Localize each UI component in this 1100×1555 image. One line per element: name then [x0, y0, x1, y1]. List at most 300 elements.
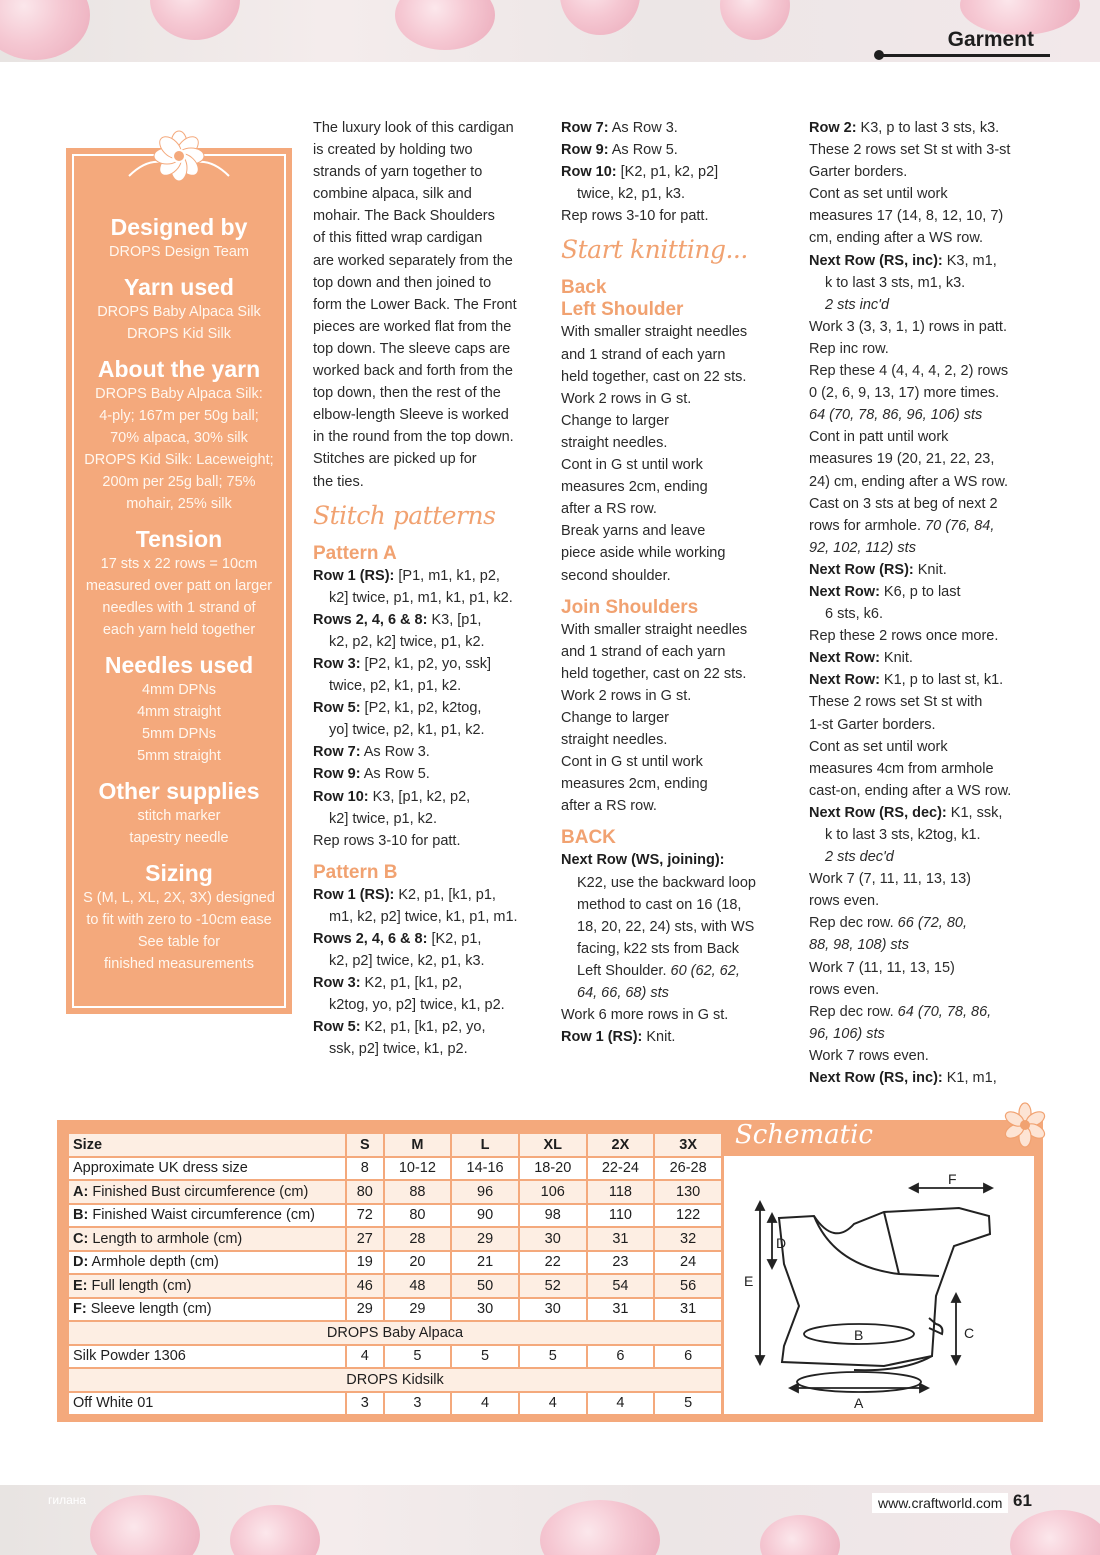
table-cell: 54	[587, 1274, 655, 1298]
arrowhead	[756, 1202, 764, 1210]
stitch-count: 2 sts dec'd	[825, 849, 894, 866]
arrowhead	[952, 1356, 960, 1364]
row-text: As Row 3.	[608, 120, 678, 136]
table-cell-label	[68, 1204, 346, 1228]
sidebar-heading: Other supplies	[98, 778, 260, 804]
table-cell: 6	[587, 1345, 655, 1369]
body-line: 1-st Garter borders.	[809, 716, 936, 733]
front-edge-line	[884, 1212, 899, 1274]
body-line: The luxury look of this cardigan	[313, 120, 514, 136]
pattern-row	[809, 559, 1039, 581]
arrowhead	[910, 1184, 918, 1192]
footer-url[interactable]: www.craftworld.com	[872, 1493, 1008, 1513]
script-heading-stitch-patterns: Stitch patterns	[313, 500, 496, 530]
body-line: worked back and forth from the	[313, 363, 513, 380]
body-line: Cont in G st until work	[561, 457, 703, 474]
label-d: D	[776, 1235, 787, 1251]
row-label: Row 2:	[809, 120, 857, 136]
sidebar-line: mohair, 25% silk	[126, 496, 232, 512]
header-floral-band	[0, 0, 1100, 62]
row-text: K2, p1, [k1, p2,	[360, 975, 463, 992]
arrowhead	[920, 1384, 928, 1392]
row-text: Knit.	[879, 650, 913, 667]
row-continuation: facing, k22 sts from Back	[577, 940, 739, 957]
table-row	[68, 1298, 722, 1322]
row-continuation: k2, p2] twice, k2, p1, k3.	[329, 953, 485, 970]
pattern-row	[313, 741, 543, 763]
pattern-row	[313, 786, 543, 808]
table-cell: 22	[519, 1251, 587, 1275]
row-continuation: ssk, p2] twice, k1, p2.	[329, 1041, 468, 1058]
body-line: rows even.	[809, 981, 880, 998]
body-line: Work 7 (11, 11, 13, 15)	[809, 959, 955, 976]
row-label: Row 5:	[313, 1019, 361, 1036]
body-line: measures 17 (14, 8, 12, 10, 7)	[809, 208, 1004, 225]
row-text: Rep dec row.	[809, 915, 898, 932]
body-line: measures 19 (20, 21, 22, 23,	[809, 451, 995, 468]
table-cell: 4	[587, 1392, 655, 1416]
sidebar-heading: About the yarn	[97, 356, 261, 382]
row-text: Left Shoulder.	[577, 962, 671, 979]
row-continuation: K22, use the backward loop	[577, 874, 756, 891]
table-cell: 96	[451, 1180, 519, 1204]
table-header: S	[346, 1133, 384, 1157]
back-caps-heading: BACK	[561, 827, 616, 849]
table-cell: 46	[346, 1274, 384, 1298]
measure-key: D:	[73, 1254, 89, 1271]
info-sidebar	[66, 148, 292, 1014]
yarn-brand-row: DROPS Kidsilk	[68, 1368, 722, 1392]
body-line: held together, cast on 22 sts.	[561, 665, 747, 682]
section-rule	[880, 54, 1050, 57]
body-line: Work 2 rows in G st.	[561, 390, 692, 407]
table-cell: 24	[654, 1251, 722, 1275]
row-label: Next Row (WS, joining):	[561, 852, 725, 869]
pattern-row	[561, 849, 791, 871]
table-row	[68, 1180, 722, 1204]
sidebar-section-supplies	[76, 777, 282, 849]
pattern-row	[809, 669, 1039, 691]
row-text: Knit.	[642, 1029, 676, 1046]
sidebar-line: stitch marker	[137, 808, 221, 824]
body-line: These 2 rows set St st with	[809, 694, 983, 711]
row-continuation	[809, 846, 1039, 868]
body-line: Work 7 rows even.	[809, 1047, 929, 1064]
body-line: cm, ending after a WS row.	[809, 230, 984, 247]
body-line: Stitches are picked up for	[313, 451, 477, 468]
row-label: Row 3:	[313, 655, 361, 672]
table-header: 3X	[654, 1133, 722, 1157]
body-line: With smaller straight needles	[561, 324, 748, 341]
table-cell: 30	[519, 1227, 587, 1251]
table-cell: 5	[384, 1345, 452, 1369]
table-cell: 19	[346, 1251, 384, 1275]
table-row	[68, 1227, 722, 1251]
script-heading-start-knitting: Start knitting...	[561, 235, 748, 265]
body-line: Rep these 2 rows once more.	[809, 628, 999, 645]
pattern-b-heading: Pattern B	[313, 861, 398, 883]
table-header-row	[68, 1133, 722, 1157]
table-row	[68, 1251, 722, 1275]
body-line: Cast on 3 sts at beg of next 2	[809, 495, 998, 512]
sidebar-line: DROPS Baby Alpaca Silk	[97, 304, 261, 320]
body-line: is created by holding two	[313, 142, 473, 159]
pattern-row	[809, 1067, 1039, 1089]
pattern-row	[809, 647, 1039, 669]
section-rule-dot	[874, 50, 884, 60]
sidebar-section-sizing	[76, 859, 282, 975]
body-line: measures 2cm, ending	[561, 776, 708, 793]
sidebar-line: DROPS Kid Silk: Laceweight;	[84, 452, 274, 468]
table-row	[68, 1392, 722, 1416]
table-cell: 4	[346, 1345, 384, 1369]
pattern-row	[313, 884, 543, 906]
stitch-count: 2 sts inc'd	[825, 296, 890, 313]
body-line: Cont in patt until work	[809, 429, 949, 446]
table-cell: 20	[384, 1251, 452, 1275]
row-text: K1, m1,	[942, 1070, 997, 1087]
pattern-row	[313, 565, 543, 587]
row-text: K3, [p1, k2, p2,	[368, 788, 471, 805]
table-cell-label: Silk Powder 1306	[68, 1345, 346, 1369]
body-line: top down. The sleeve caps are	[313, 340, 511, 357]
row-text: As Row 5.	[608, 142, 678, 159]
table-cell: 28	[384, 1227, 452, 1251]
body-line: after a RS row.	[561, 798, 657, 815]
table-cell-label	[68, 1227, 346, 1251]
table-cell: 88	[384, 1180, 452, 1204]
label-c: C	[964, 1325, 975, 1341]
row-continuation	[809, 294, 1039, 316]
body-line: second shoulder.	[561, 567, 671, 584]
stitch-count: 64, 66, 68) sts	[577, 985, 669, 1001]
pattern-row	[809, 250, 1039, 272]
body-line: held together, cast on 22 sts.	[561, 368, 747, 385]
row-label: Row 10:	[561, 164, 617, 181]
row-continuation: k2] twice, p1, m1, k1, p1, k2.	[329, 589, 513, 606]
stitch-count: 92, 102, 112) sts	[809, 539, 916, 556]
body-line: Garter borders.	[809, 164, 908, 181]
body-line: Change to larger	[561, 412, 670, 429]
pattern-row	[809, 117, 1039, 139]
stitch-count: 70 (76, 84,	[925, 517, 995, 534]
front-overlap-line	[814, 1216, 939, 1276]
row-text: Knit.	[913, 561, 947, 578]
body-line: combine alpaca, silk and	[313, 186, 472, 203]
back-heading: Back	[561, 277, 607, 299]
sidebar-line: 70% alpaca, 30% silk	[110, 430, 248, 446]
row-label: Row 7:	[561, 120, 609, 136]
row-continuation: 6 sts, k6.	[825, 606, 884, 623]
sidebar-line: to fit with zero to -10cm ease	[86, 912, 272, 928]
table-cell: 31	[654, 1298, 722, 1322]
body-line: and 1 strand of each yarn	[561, 643, 726, 660]
sidebar-heading: Designed by	[110, 214, 248, 240]
table-cell: 5	[451, 1345, 519, 1369]
row-text: [P2, k1, p2, yo, ssk]	[360, 655, 492, 672]
body-line: after a RS row.	[561, 501, 657, 518]
table-cell: 56	[654, 1274, 722, 1298]
row-label: Row 9:	[561, 142, 609, 159]
table-cell: 29	[384, 1298, 452, 1322]
row-label: Row 1 (RS):	[313, 886, 395, 903]
row-label: Rows 2, 4, 6 & 8:	[313, 611, 428, 628]
table-cell: 122	[654, 1204, 722, 1228]
row-text: K2, p1, [k1, p1,	[394, 886, 496, 903]
sidebar-line: measured over patt on larger	[85, 578, 273, 594]
section-label: Garment	[947, 28, 1034, 51]
row-text: As Row 3.	[360, 744, 430, 761]
arrowhead	[790, 1384, 798, 1392]
body-line: straight needles.	[561, 732, 668, 749]
pattern-row	[809, 802, 1039, 824]
stitch-count: 88, 98, 108) sts	[809, 937, 909, 954]
row-label: Row 9:	[313, 766, 361, 783]
sidebar-heading: Tension	[135, 526, 223, 552]
measure-key: A:	[73, 1183, 89, 1200]
table-cell: 52	[519, 1274, 587, 1298]
row-label: Row 7:	[313, 744, 361, 761]
body-line: straight needles.	[561, 434, 668, 451]
table-cell: 30	[519, 1298, 587, 1322]
table-cell: 3	[384, 1392, 452, 1416]
table-cell: 50	[451, 1274, 519, 1298]
row-continuation: 18, 20, 22, 24) sts, with WS	[577, 918, 755, 935]
row-continuation: method to cast on 16 (18,	[577, 896, 742, 913]
body-line: Cont in G st until work	[561, 754, 703, 771]
schematic-title: Schematic	[735, 1120, 873, 1150]
row-label: Row 10:	[313, 788, 369, 805]
schematic-flower-icon	[1002, 1102, 1048, 1148]
row-continuation: k to last 3 sts, k2tog, k1.	[825, 827, 981, 843]
arrowhead	[952, 1294, 960, 1302]
table-cell: 31	[587, 1227, 655, 1251]
flower-ornament-icon	[119, 116, 239, 196]
measure-key: B:	[73, 1207, 89, 1224]
table-cell: 21	[451, 1251, 519, 1275]
sidebar-section-designer	[76, 213, 282, 263]
row-text: rows for armhole.	[809, 517, 926, 534]
body-line	[809, 912, 1039, 934]
row-label: Next Row:	[809, 672, 880, 689]
size-table-panel	[57, 1120, 1043, 1422]
stitch-count: 96, 106) sts	[809, 1025, 885, 1042]
table-cell: 5	[519, 1345, 587, 1369]
table-row	[68, 1368, 722, 1392]
body-line: Rep these 4 (4, 4, 4, 2, 2) rows	[809, 363, 1009, 380]
row-continuation	[561, 982, 791, 1004]
body-line: mohair. The Back Shoulders	[313, 208, 495, 225]
sidebar-heading: Sizing	[145, 860, 213, 886]
arrowhead	[768, 1260, 776, 1268]
table-cell: 80	[384, 1204, 452, 1228]
pattern-row	[313, 763, 543, 785]
body-line: rows even.	[809, 893, 880, 910]
table-header: XL	[519, 1133, 587, 1157]
row-label: Next Row:	[809, 650, 880, 667]
body-line: Break yarns and leave	[561, 523, 706, 540]
table-cell: 4	[451, 1392, 519, 1416]
body-line: are worked separately from the	[313, 252, 513, 269]
row-text: [K2, p1,	[427, 931, 482, 947]
table-cell: 118	[587, 1180, 655, 1204]
stitch-count: 64 (70, 78, 86, 96, 106) sts	[809, 407, 983, 424]
row-label: Next Row (RS, inc):	[809, 252, 943, 269]
body-line: top down, then the rest of the	[313, 385, 501, 402]
stitch-count: 64 (70, 78, 86,	[897, 1003, 992, 1020]
measure-label: Full length (cm)	[87, 1277, 192, 1294]
table-cell: 5	[654, 1392, 722, 1416]
table-row	[68, 1204, 722, 1228]
table-header: Size	[68, 1133, 346, 1157]
body-line	[809, 515, 1039, 537]
row-label: Row 3:	[313, 975, 361, 992]
body-line: piece aside while working	[561, 545, 726, 562]
size-table	[67, 1132, 723, 1416]
body-line: top down and then joined to	[313, 274, 492, 291]
row-text: As Row 5.	[360, 766, 430, 783]
footer-watermark: гилана	[48, 1493, 87, 1507]
body-line: Work 7 (7, 11, 11, 13, 13)	[809, 871, 971, 888]
sidebar-line: 4mm DPNs	[141, 682, 217, 698]
row-label: Rows 2, 4, 6 & 8:	[313, 931, 428, 947]
pattern-row	[561, 117, 791, 139]
row-continuation: k2] twice, p1, k2.	[329, 810, 437, 827]
row-text: K6, p to last	[879, 583, 961, 600]
sidebar-line: 17 sts x 22 rows = 10cm	[100, 556, 258, 572]
measure-label: Sleeve length (cm)	[86, 1301, 212, 1318]
table-cell-label	[68, 1251, 346, 1275]
schematic-diagram	[724, 1156, 1034, 1414]
table-cell: 31	[587, 1298, 655, 1322]
pattern-row	[313, 1016, 543, 1038]
table-cell: 6	[654, 1345, 722, 1369]
body-line: Work 6 more rows in G st.	[561, 1007, 729, 1024]
row-label: Row 5:	[313, 700, 361, 717]
sidebar-heading: Yarn used	[124, 274, 234, 300]
row-text: K3, [p1,	[427, 611, 482, 628]
measure-label: Armhole depth (cm)	[88, 1254, 219, 1271]
row-label: Row 1 (RS):	[313, 567, 395, 584]
sidebar-section-needles	[76, 651, 282, 767]
pattern-row	[313, 928, 543, 950]
row-continuation: k to last 3 sts, m1, k3.	[825, 274, 966, 291]
row-text: K1, p to last st, k1.	[879, 672, 1004, 689]
row-label: Next Row (RS, inc):	[809, 1070, 943, 1087]
pattern-row	[313, 972, 543, 994]
table-header: 2X	[587, 1133, 655, 1157]
table-row	[68, 1321, 722, 1345]
label-e: E	[744, 1273, 754, 1289]
table-cell: 110	[587, 1204, 655, 1228]
row-text: K3, m1,	[942, 252, 997, 269]
pattern-row	[561, 1026, 791, 1048]
body-line: form the Lower Back. The Front	[313, 296, 517, 313]
body-line: of this fitted wrap cardigan	[313, 230, 483, 247]
sidebar-section-about-yarn	[76, 355, 282, 515]
table-header: M	[384, 1133, 452, 1157]
sidebar-section-yarn-used	[76, 273, 282, 345]
sidebar-line: 200m per 25g ball; 75%	[102, 474, 256, 490]
body-line: 0 (2, 6, 9, 13, 17) more times.	[809, 385, 1000, 402]
measure-label: Length to armhole (cm)	[88, 1230, 243, 1247]
measure-key: E:	[73, 1277, 88, 1294]
pattern-a-heading: Pattern A	[313, 542, 397, 564]
table-cell-label	[68, 1180, 346, 1204]
table-cell: 10-12	[384, 1157, 452, 1181]
measure-key: C:	[73, 1230, 89, 1247]
table-cell: 26-28	[654, 1157, 722, 1181]
table-cell-label	[68, 1274, 346, 1298]
body-line: With smaller straight needles	[561, 621, 748, 638]
row-text: [P1, m1, k1, p2,	[394, 567, 500, 584]
row-text: [P2, k1, p2, k2tog,	[360, 700, 482, 717]
body-line: measures 4cm from armhole	[809, 760, 994, 777]
measure-label: Finished Waist circumference (cm)	[88, 1207, 315, 1224]
table-row	[68, 1157, 722, 1181]
label-a: A	[854, 1395, 864, 1411]
table-cell: 106	[519, 1180, 587, 1204]
body-line: These 2 rows set St st with 3-st	[809, 142, 1011, 159]
table-cell: 14-16	[451, 1157, 519, 1181]
table-cell: 23	[587, 1251, 655, 1275]
tie-icon	[929, 1318, 942, 1334]
body-line: measures 2cm, ending	[561, 479, 708, 496]
sidebar-line: 4-ply; 167m per 50g ball;	[99, 408, 259, 424]
row-continuation: k2, p2, k2] twice, p1, k2.	[329, 633, 485, 650]
body-line: Rep rows 3-10 for patt.	[313, 832, 461, 849]
pattern-row	[809, 581, 1039, 603]
row-continuation: yo] twice, p2, k1, p1, k2.	[329, 722, 485, 739]
table-cell: 48	[384, 1274, 452, 1298]
row-continuation: m1, k2, p2] twice, k1, p1, m1.	[329, 908, 518, 925]
page-number: 61	[1013, 1491, 1032, 1510]
table-cell: 3	[346, 1392, 384, 1416]
table-cell: 80	[346, 1180, 384, 1204]
label-b: B	[854, 1327, 864, 1343]
table-cell: 32	[654, 1227, 722, 1251]
measure-label: Finished Bust circumference (cm)	[88, 1183, 309, 1200]
table-cell: 90	[451, 1204, 519, 1228]
row-text: K3, p to last 3 sts, k3.	[856, 120, 1000, 136]
body-line	[809, 1001, 1039, 1023]
row-text: K1, ssk,	[946, 804, 1003, 821]
body-line: Work 3 (3, 3, 1, 1) rows in patt.	[809, 318, 1007, 335]
column-intro-stitch-patterns	[313, 117, 543, 1061]
body-line: in the round from the top down.	[313, 429, 514, 446]
table-cell: 29	[451, 1227, 519, 1251]
sidebar-line: See table for	[137, 934, 221, 950]
sidebar-heading: Needles used	[104, 652, 254, 678]
row-label: Next Row:	[809, 583, 880, 600]
arrowhead	[768, 1214, 776, 1222]
column-back-shoulders	[561, 117, 791, 1048]
measure-key: F:	[73, 1301, 87, 1318]
table-cell: 27	[346, 1227, 384, 1251]
stitch-count: 66 (72, 80,	[897, 915, 967, 932]
pattern-row	[561, 161, 791, 183]
sidebar-line: 5mm DPNs	[141, 726, 217, 742]
yarn-brand-row: DROPS Baby Alpaca	[68, 1321, 722, 1345]
body-line: strands of yarn together to	[313, 164, 483, 181]
body-line: pieces are worked flat from the	[313, 318, 512, 335]
body-line: Rep inc row.	[809, 340, 889, 357]
body-line: Work 2 rows in G st.	[561, 687, 692, 704]
body-line: and 1 strand of each yarn	[561, 346, 726, 363]
body-line: elbow-length Sleeve is worked	[313, 407, 509, 424]
table-cell: 29	[346, 1298, 384, 1322]
body-line: Cont as set until work	[809, 738, 948, 755]
